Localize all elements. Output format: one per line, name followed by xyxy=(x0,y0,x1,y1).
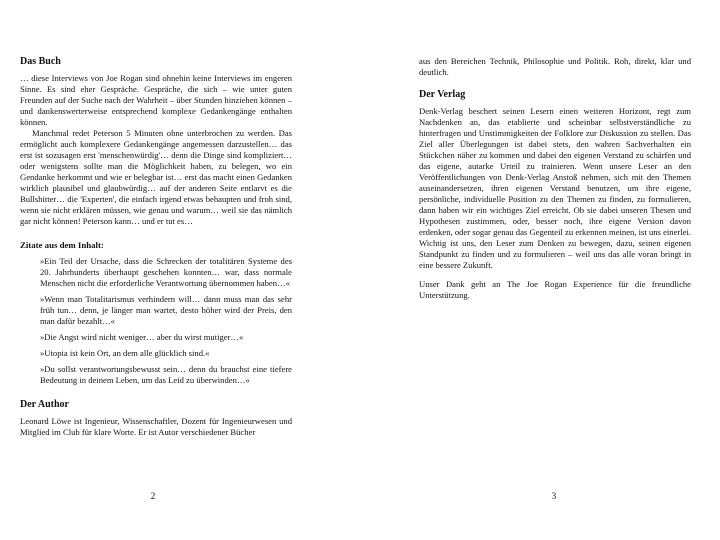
paragraph-verlag-2: Unser Dank geht an The Joe Rogan Experience für die freundliche Unterstützung. xyxy=(419,279,691,300)
section-heading-das-buch: Das Buch xyxy=(20,56,61,67)
section-heading-der-verlag: Der Verlag xyxy=(419,89,466,100)
section-heading-zitate: Zitate aus dem Inhalt: xyxy=(20,240,104,250)
paragraph-verlag-1: Denk-Verlag beschert seinen Lesern einen weiteren Horizont, regt zum Nachdenken an, das etablierte und scheinbar selbstverständliche zu hinterfragen und Unstimmigkeiten der Folklore zur Diskussion zu stellen. Das Ziel aller Überlegungen ist dabei stets, den wahren Sachverhalten ein Stückchen näher zu kommen und dabei den eigenen Verstand zu schärfen und das eigene, autarke Urteil zu trainieren. Wenn unsere Leser an den Veröffentlichungen von Denk-Verlag Anstoß nehmen, sich mit den Themen auseinandersetzen, ihren eigenen Verstand benutzen, um ihre eigene, persönliche, individuelle Position zu den Themen zu finden, zu formulieren, dann haben wir ein wichtiges Ziel erreicht. Ob sie dabei unseren Thesen und Hypothesen zustimmen, oder, besser noch, ihre eigene Version davon erdenken, oder sogar genau das Gegenteil zu erkennen meinen, ist uns einerlei. Wichtig ist uns, den Leser zum Denken zu bewegen, dazu, seinen eigenen Standpunkt zu finden und zu formulieren – weil uns das alle voran bringt in eine bessere Zukunft. xyxy=(419,106,691,270)
quote-1: »Ein Teil der Ursache, dass die Schrecken der totalitären Systeme des 20. Jahrhunderts überhaupt geschehen konnten… war, dass normale Menschen nicht die erforderliche Verantwortung übernommen haben…« xyxy=(40,256,292,288)
right-page xyxy=(360,0,720,540)
left-page-text-column xyxy=(20,56,292,438)
quote-3: »Die Angst wird nicht weniger… aber du wirst mutiger…« xyxy=(40,332,244,342)
page-number-right: 3 xyxy=(551,491,557,501)
paragraph-author-continuation: aus den Bereichen Technik, Philosophie und Politik. Roh, direkt, klar und deutlich. xyxy=(419,56,691,77)
quote-2: »Wenn man Totalitarismus verhindern will… dann muss man das sehr früh tun… denn, je länger man wartet, desto höher wird der Preis, den man dafür bezahlt…« xyxy=(40,294,292,326)
section-heading-der-author: Der Author xyxy=(20,399,69,410)
paragraph-buch-2: Manchmal redet Peterson 5 Minuten ohne unterbrochen zu werden. Das ermöglicht auch komplexere Gedankengänge angemessen darzustellen… das erst ist sozusagen erst 'menschenwürdig'… denn die Dinge sind kompliziert… oder wenigstens sollte man die Möglichkeit haben, zu belegen, wo ein Gendanke herkommt und wie er belegbar ist… erst das macht einen Gedanken wirklich plausibel und glaubwürdig… auf der anderen Seite entlarvt es die Bullshitter… die 'Experten', die einfach irgend etwas behaupten und froh sind, wenn sie nicht erklären müssen, wie genau und warum… weil sie das nämlich gar nicht können! Peterson kann… und er tut es… xyxy=(20,128,292,226)
paragraph-buch-1: … diese Interviews von Joe Rogan sind ohnehin keine Interviews im engeren Sinne. Es sind eher Gespräche. Gespräche, die sich – wie unter guten Freunden auf der Suche nach der Wahrheit – über Stunden hinziehen können – und dankenswerterweise entsprechend komplexe Gedankengänge enthalten können. xyxy=(20,73,292,127)
right-page-text-column xyxy=(419,56,691,301)
page-number-left: 2 xyxy=(150,491,156,501)
quote-4: »Utopia ist kein Ort, an dem alle glücklich sind.« xyxy=(40,348,210,358)
quote-5: »Du sollst verantwortungsbewusst sein… denn du brauchst eine tiefere Bedeutung in deinem Leben, um das Leid zu überwinden…« xyxy=(40,364,292,385)
paragraph-author: Leonard Löwe ist Ingenieur, Wissenschaftler, Dozent für Ingenieurwesen und Mitglied im Club für klare Worte. Er ist Autor verschiedener Bücher xyxy=(20,416,292,437)
